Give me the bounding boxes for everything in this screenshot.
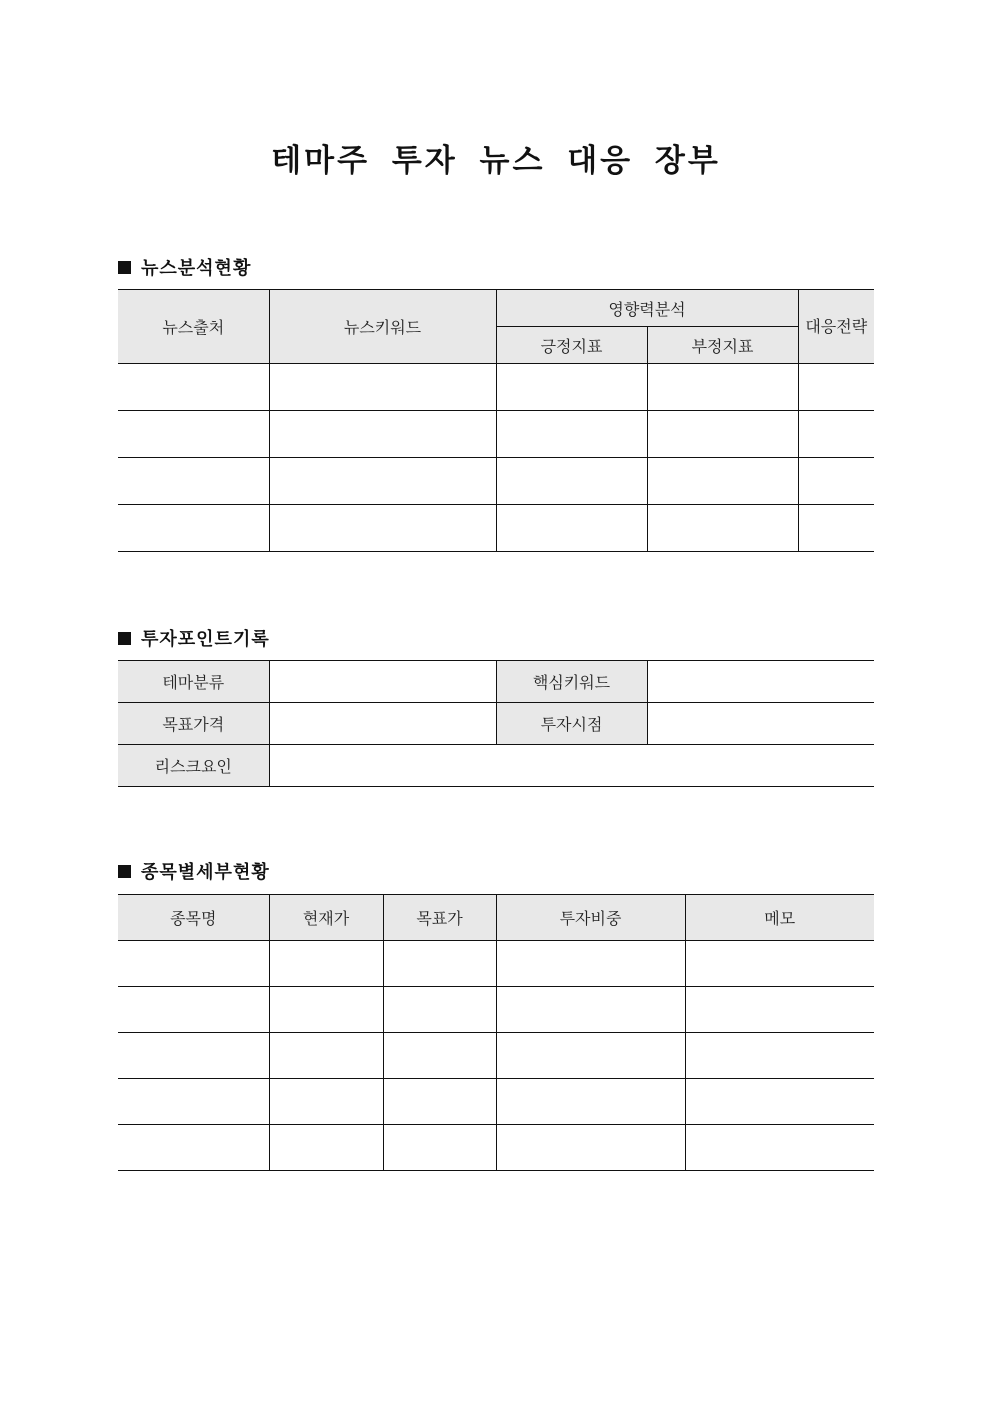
cell-investment-weight[interactable] xyxy=(496,1079,685,1125)
header-news-keyword: 뉴스키워드 xyxy=(269,290,496,364)
header-news-source: 뉴스출처 xyxy=(118,290,269,364)
cell-negative[interactable] xyxy=(647,411,798,458)
section-heading-investment-points xyxy=(118,625,270,651)
table-row xyxy=(118,987,874,1033)
label-risk-factors: 리스크요인 xyxy=(118,745,269,787)
value-target-price[interactable] xyxy=(269,703,496,745)
cell-positive[interactable] xyxy=(496,364,647,411)
table-row xyxy=(118,458,874,505)
cell-investment-weight[interactable] xyxy=(496,1125,685,1171)
section-heading-news-analysis xyxy=(118,254,251,280)
cell-negative[interactable] xyxy=(647,505,798,552)
cell-current-price[interactable] xyxy=(269,1033,383,1079)
table-row xyxy=(118,1125,874,1171)
value-risk-factors[interactable] xyxy=(269,745,874,787)
cell-stock-name[interactable] xyxy=(118,1079,269,1125)
news-analysis-table xyxy=(118,289,874,552)
cell-negative[interactable] xyxy=(647,364,798,411)
cell-current-price[interactable] xyxy=(269,1079,383,1125)
cell-target-price[interactable] xyxy=(383,1125,496,1171)
cell-memo[interactable] xyxy=(685,1125,874,1171)
cell-current-price[interactable] xyxy=(269,987,383,1033)
cell-target-price[interactable] xyxy=(383,1079,496,1125)
cell-news-keyword[interactable] xyxy=(269,411,496,458)
square-bullet-icon xyxy=(118,865,131,878)
cell-news-source[interactable] xyxy=(118,505,269,552)
header-negative-indicator: 부정지표 xyxy=(647,327,798,364)
header-positive-indicator: 긍정지표 xyxy=(496,327,647,364)
section-title-text: 투자포인트기록 xyxy=(141,629,270,650)
header-investment-weight: 투자비중 xyxy=(496,895,685,941)
cell-memo[interactable] xyxy=(685,941,874,987)
header-stock-name: 종목명 xyxy=(118,895,269,941)
header-target-price: 목표가 xyxy=(383,895,496,941)
section-title-text: 종목별세부현황 xyxy=(141,862,270,883)
stock-details-table xyxy=(118,894,874,1171)
cell-stock-name[interactable] xyxy=(118,987,269,1033)
label-investment-timing: 투자시점 xyxy=(496,703,647,745)
cell-stock-name[interactable] xyxy=(118,1033,269,1079)
value-core-keyword[interactable] xyxy=(647,661,874,703)
cell-target-price[interactable] xyxy=(383,941,496,987)
label-target-price: 목표가격 xyxy=(118,703,269,745)
cell-positive[interactable] xyxy=(496,505,647,552)
square-bullet-icon xyxy=(118,261,131,274)
cell-current-price[interactable] xyxy=(269,941,383,987)
cell-positive[interactable] xyxy=(496,458,647,505)
cell-strategy[interactable] xyxy=(798,411,874,458)
cell-memo[interactable] xyxy=(685,1033,874,1079)
header-current-price: 현재가 xyxy=(269,895,383,941)
cell-positive[interactable] xyxy=(496,411,647,458)
cell-stock-name[interactable] xyxy=(118,1125,269,1171)
value-theme[interactable] xyxy=(269,661,496,703)
cell-news-source[interactable] xyxy=(118,411,269,458)
cell-strategy[interactable] xyxy=(798,458,874,505)
section-heading-stock-details xyxy=(118,858,270,884)
table-row xyxy=(118,364,874,411)
cell-news-keyword[interactable] xyxy=(269,458,496,505)
table-row xyxy=(118,1033,874,1079)
label-theme: 테마분류 xyxy=(118,661,269,703)
cell-stock-name[interactable] xyxy=(118,941,269,987)
header-memo: 메모 xyxy=(685,895,874,941)
label-core-keyword: 핵심키워드 xyxy=(496,661,647,703)
header-response-strategy: 대응전략 xyxy=(798,290,874,364)
cell-memo[interactable] xyxy=(685,987,874,1033)
cell-strategy[interactable] xyxy=(798,364,874,411)
table-row xyxy=(118,411,874,458)
cell-target-price[interactable] xyxy=(383,987,496,1033)
cell-investment-weight[interactable] xyxy=(496,987,685,1033)
cell-news-keyword[interactable] xyxy=(269,364,496,411)
cell-news-keyword[interactable] xyxy=(269,505,496,552)
cell-memo[interactable] xyxy=(685,1079,874,1125)
header-impact-analysis: 영향력분석 xyxy=(496,290,798,327)
cell-investment-weight[interactable] xyxy=(496,1033,685,1079)
cell-negative[interactable] xyxy=(647,458,798,505)
table-row xyxy=(118,505,874,552)
table-row xyxy=(118,1079,874,1125)
cell-investment-weight[interactable] xyxy=(496,941,685,987)
cell-strategy[interactable] xyxy=(798,505,874,552)
cell-news-source[interactable] xyxy=(118,458,269,505)
square-bullet-icon xyxy=(118,632,131,645)
document-title: 테마주 투자 뉴스 대응 장부 xyxy=(271,143,721,179)
section-title-text: 뉴스분석현황 xyxy=(141,258,252,279)
cell-target-price[interactable] xyxy=(383,1033,496,1079)
value-investment-timing[interactable] xyxy=(647,703,874,745)
cell-news-source[interactable] xyxy=(118,364,269,411)
cell-current-price[interactable] xyxy=(269,1125,383,1171)
investment-points-table xyxy=(118,660,874,787)
table-row xyxy=(118,941,874,987)
